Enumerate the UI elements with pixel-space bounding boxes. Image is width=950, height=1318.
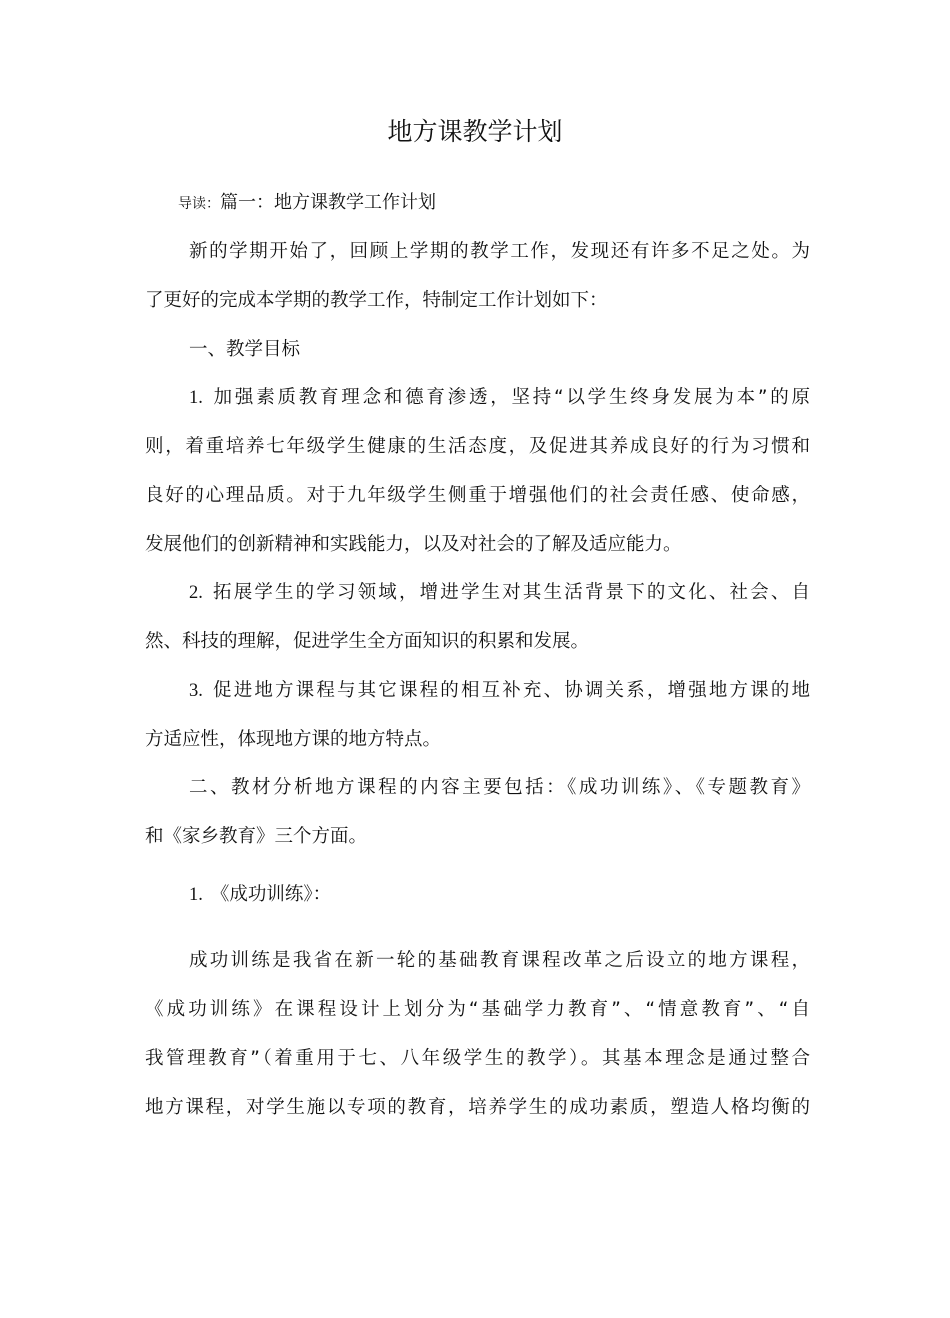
- list-item-text: 《成功训练》：: [210, 884, 332, 905]
- paragraph-line: 然、科技的理解，促进学生全方面知识的积累和发展。: [145, 631, 590, 652]
- list-item-line: [189, 383, 810, 413]
- section-heading: 二、教材分析地方课程的内容主要包括：《成功训练》、《专题教育》: [189, 777, 810, 798]
- list-number: 1.: [189, 885, 203, 905]
- paragraph-line: 我管理教育”（着重用于七、八年级学生的教学）。其基本理念是通过整合: [145, 1048, 810, 1069]
- intro-text: 篇一：地方课教学工作计划: [220, 192, 436, 213]
- paragraph-line: 了更好的完成本学期的教学工作，特制定工作计划如下：: [145, 290, 608, 311]
- paragraph-line: 则，着重培养七年级学生健康的生活态度，及促进其养成良好的行为习惯和: [145, 436, 810, 457]
- list-item-text: 促进地方课程与其它课程的相互补充、协调关系，增强地方课的地: [210, 680, 810, 701]
- list-item-line: [189, 676, 810, 706]
- paragraph-line: 发展他们的创新精神和实践能力，以及对社会的了解及适应能力。: [145, 534, 682, 555]
- paragraph-line: 良好的心理品质。对于九年级学生侧重于增强他们的社会责任感、使命感，: [145, 485, 810, 506]
- paragraph-line: 《成功训练》在课程设计上划分为“基础学力教育”、“情意教育”、“自: [145, 999, 810, 1020]
- list-item-text: 加强素质教育理念和德育渗透，坚持“以学生终身发展为本”的原: [210, 387, 810, 408]
- paragraph-line: 新的学期开始了，回顾上学期的教学工作，发现还有许多不足之处。为: [189, 241, 810, 262]
- paragraph-line: 方适应性，体现地方课的地方特点。: [145, 729, 442, 750]
- intro-line: [178, 189, 436, 218]
- list-number: 2.: [189, 583, 203, 603]
- paragraph-line: 和《家乡教育》三个方面。: [145, 826, 368, 847]
- intro-lead: 导读：: [178, 196, 220, 212]
- list-item-text: 拓展学生的学习领域，增进学生对其生活背景下的文化、社会、自: [210, 582, 810, 603]
- paragraph-line: 成功训练是我省在新一轮的基础教育课程改革之后设立的地方课程，: [189, 950, 810, 971]
- paragraph-line: 地方课程，对学生施以专项的教育，培养学生的成功素质，塑造人格均衡的: [145, 1097, 810, 1118]
- list-number: 3.: [189, 681, 203, 701]
- list-item-line: [189, 880, 810, 910]
- list-item-line: [189, 578, 810, 608]
- list-number: 1.: [189, 388, 203, 408]
- section-heading: 一、教学目标: [189, 339, 301, 360]
- page-title: 地方课教学计划: [387, 117, 563, 146]
